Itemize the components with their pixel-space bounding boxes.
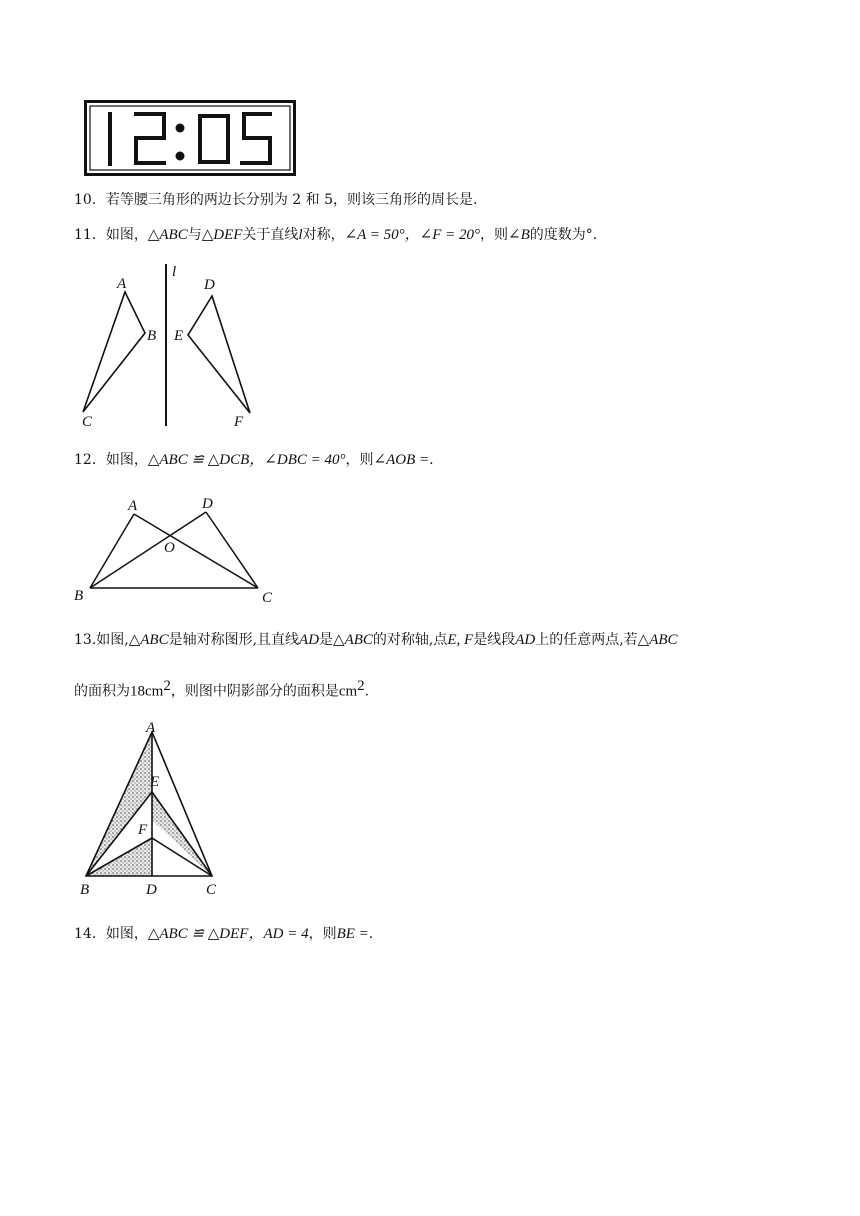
question-11: 11．如图，△ABC与△DEF关于直线l对称，∠A = 50°，∠F = 20°，则∠B的度数为°．: [74, 227, 607, 243]
label-b: B: [147, 328, 157, 344]
question-13-line-1: 13.如图,△ABC是轴对称图形,且直线AD是△ABC的对称轴,点E, F是线段AD上的任意两点,若△ABC: [74, 632, 678, 648]
question-10: 10．若等腰三角形的两边长分别为 2 和 5，则该三角形的周长是.: [74, 192, 478, 208]
question-number: 14．: [74, 926, 106, 942]
symmetric-triangles-figure: [76, 256, 276, 432]
label-d: D: [202, 496, 213, 512]
question-13-line-2: 的面积为$18cm^2$，则图中阴影部分的面积是$cm^2$.: [74, 678, 370, 700]
congruent-triangles-figure: [72, 494, 282, 606]
question-14: 14．如图，△ABC ≌ △DEF，AD = 4，则BE =.: [74, 926, 374, 942]
shaded-regions: [86, 732, 212, 876]
given-area: 18cm: [130, 683, 164, 700]
label-a: A: [117, 276, 127, 292]
question-number: 13.: [74, 632, 97, 648]
asked-angle: ∠B: [508, 227, 530, 243]
line-l: l: [298, 227, 303, 243]
question-number: 11．: [74, 227, 106, 243]
label-a: A: [128, 498, 138, 514]
triangle-def: △DEF: [201, 227, 243, 243]
given-condition: △ABC ≌ △DCB，∠DBC = 40°: [147, 452, 346, 468]
label-c: C: [262, 590, 273, 606]
label-b: B: [80, 882, 90, 898]
label-c: C: [206, 882, 217, 898]
question-12: 12．如图，△ABC ≌ △DCB，∠DBC = 40°，则∠AOB =.: [74, 452, 434, 468]
given-condition: △ABC ≌ △DEF，AD = 4: [147, 926, 309, 942]
label-d: D: [146, 882, 157, 898]
area-unit: cm: [338, 683, 358, 700]
question-number: 12．: [74, 452, 106, 468]
triangle-abc: △ABC: [147, 227, 188, 243]
given-angles: ∠A = 50°，∠F = 20°: [344, 227, 481, 243]
label-c: C: [82, 414, 93, 430]
asked-angle: ∠AOB =: [373, 452, 430, 468]
question-number: 10．: [74, 192, 106, 208]
label-o: O: [164, 540, 175, 556]
question-text: 若等腰三角形的两边长分别为 2 和 5，则该三角形的周长是: [105, 192, 473, 208]
label-e: E: [150, 774, 160, 790]
label-l: l: [172, 264, 177, 280]
label-d: D: [204, 277, 215, 293]
label-b: B: [74, 588, 84, 604]
label-f: F: [234, 414, 244, 430]
shaded-triangle-figure: [76, 720, 236, 900]
label-e: E: [174, 328, 184, 344]
label-a: A: [146, 720, 156, 736]
label-f: F: [138, 822, 148, 838]
digital-clock-figure: [84, 100, 296, 176]
asked-length: BE =: [336, 926, 369, 942]
